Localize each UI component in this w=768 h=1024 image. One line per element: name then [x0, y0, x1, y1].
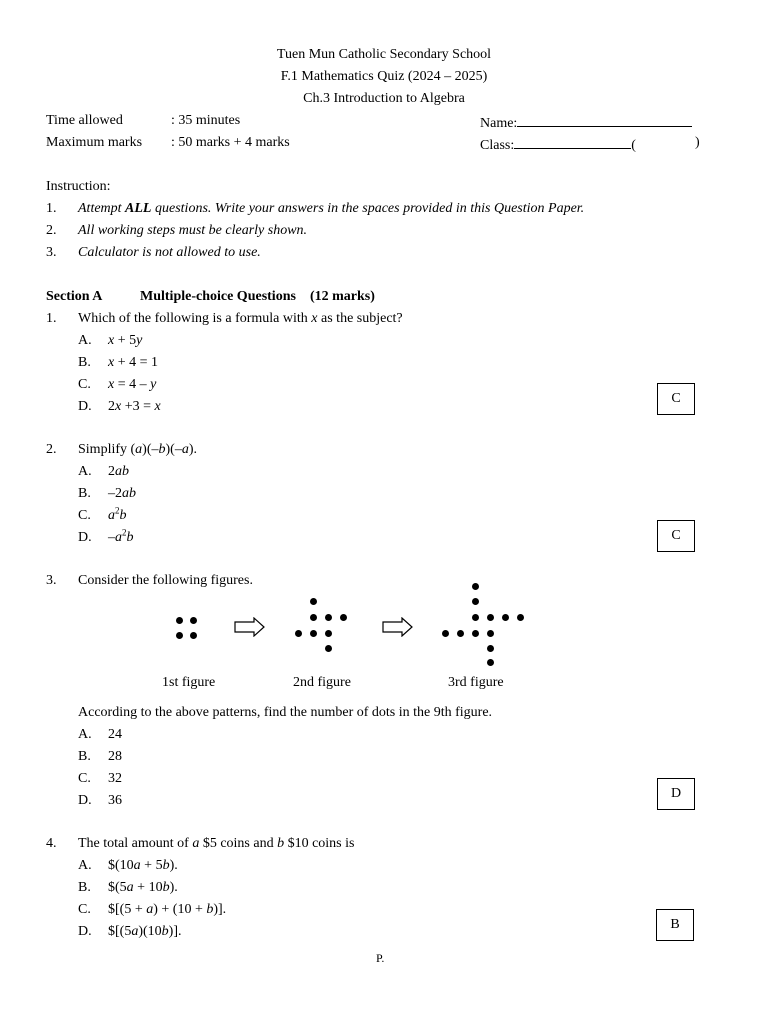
option-text: $-a^2b$	[108, 527, 134, 545]
figure-label: 1st figure	[162, 675, 216, 690]
instruction-number: 3.	[46, 245, 57, 260]
option-letter: C.	[78, 377, 91, 392]
figure-label: 3rd figure	[448, 675, 504, 690]
right-arrow-icon	[382, 617, 414, 637]
instruction-number: 2.	[46, 223, 57, 238]
option-letter: A.	[78, 333, 92, 348]
class-number-close: )	[695, 135, 700, 150]
name-blank-line[interactable]	[517, 112, 692, 127]
question-stem: Consider the following figures.	[78, 573, 253, 588]
option-letter: B.	[78, 486, 91, 501]
time-value: : 35 minutes	[171, 113, 241, 128]
answer-box[interactable]: B	[656, 909, 694, 941]
school-name: Tuen Mun Catholic Secondary School	[276, 47, 492, 62]
question-number: 1.	[46, 311, 57, 326]
instruction-title: Instruction:	[46, 179, 111, 194]
instruction-item: Attempt ALL questions. Write your answers in the spaces provided in this Question Paper.	[78, 201, 585, 216]
quiz-title: F.1 Mathematics Quiz (2024 – 2025)	[280, 69, 488, 84]
option-letter: A.	[78, 858, 92, 873]
class-blank-line[interactable]	[514, 134, 631, 149]
question-number: 4.	[46, 836, 57, 851]
instruction-item: All working steps must be clearly shown.	[78, 223, 308, 238]
option-text: x = 4 – y	[108, 377, 157, 392]
option-letter: C.	[78, 902, 91, 917]
option-letter: B.	[78, 355, 91, 370]
option-letter: D.	[78, 530, 92, 545]
section-title: Multiple-choice Questions (12 marks)	[140, 289, 375, 304]
class-label: Class:	[480, 138, 515, 153]
option-text: $(5a + 10b).	[108, 880, 178, 895]
option-text: x + 4 = 1	[108, 355, 159, 370]
option-letter: A.	[78, 464, 92, 479]
instruction-number: 1.	[46, 201, 57, 216]
option-text: x + 5y	[108, 333, 143, 348]
option-text: 28	[108, 749, 122, 764]
section-label: Section A	[46, 289, 103, 304]
figure-label: 2nd figure	[293, 675, 351, 690]
option-text: $[(5a)(10b)].	[108, 924, 182, 939]
class-field[interactable]	[480, 134, 636, 155]
option-text: $[(5 + a) + (10 + b)].	[108, 902, 227, 917]
marks-label: Maximum marks	[46, 135, 143, 150]
option-text: 2ab	[108, 464, 129, 479]
instruction-item: Calculator is not allowed to use.	[78, 245, 261, 260]
chapter-title: Ch.3 Introduction to Algebra	[303, 91, 465, 106]
option-text: 32	[108, 771, 122, 786]
option-letter: B.	[78, 880, 91, 895]
right-arrow-icon	[234, 617, 266, 637]
name-label: Name:	[480, 116, 518, 131]
question-number: 2.	[46, 442, 57, 457]
option-letter: C.	[78, 508, 91, 523]
option-text: 36	[108, 793, 122, 808]
option-letter: D.	[78, 399, 92, 414]
question-follow-up: According to the above patterns, find the number of dots in the 9th figure.	[78, 705, 493, 720]
answer-box[interactable]: D	[657, 778, 695, 810]
question-stem: Which of the following is a formula with x as the subject?	[78, 311, 403, 326]
option-text: 24	[108, 727, 122, 742]
option-text: 2x +3 = x	[108, 399, 161, 414]
question-stem: Simplify (a)(–b)(–a).	[78, 442, 197, 457]
marks-value: : 50 marks + 4 marks	[171, 135, 290, 150]
answer-box[interactable]: C	[657, 520, 695, 552]
question-number: 3.	[46, 573, 57, 588]
question-stem: The total amount of a $5 coins and b $10 coins is	[78, 836, 355, 851]
option-letter: D.	[78, 793, 92, 808]
option-letter: D.	[78, 924, 92, 939]
option-letter: B.	[78, 749, 91, 764]
answer-box[interactable]: C	[657, 383, 695, 415]
option-text: $(10a + 5b).	[108, 858, 178, 873]
option-text: $a^2b$	[108, 505, 127, 523]
name-field[interactable]	[480, 112, 692, 133]
time-label: Time allowed	[46, 113, 123, 128]
option-text: –2ab	[108, 486, 136, 501]
option-letter: A.	[78, 727, 92, 742]
class-number-open: (	[631, 138, 636, 153]
option-letter: C.	[78, 771, 91, 786]
page-footer: P.	[376, 951, 385, 965]
